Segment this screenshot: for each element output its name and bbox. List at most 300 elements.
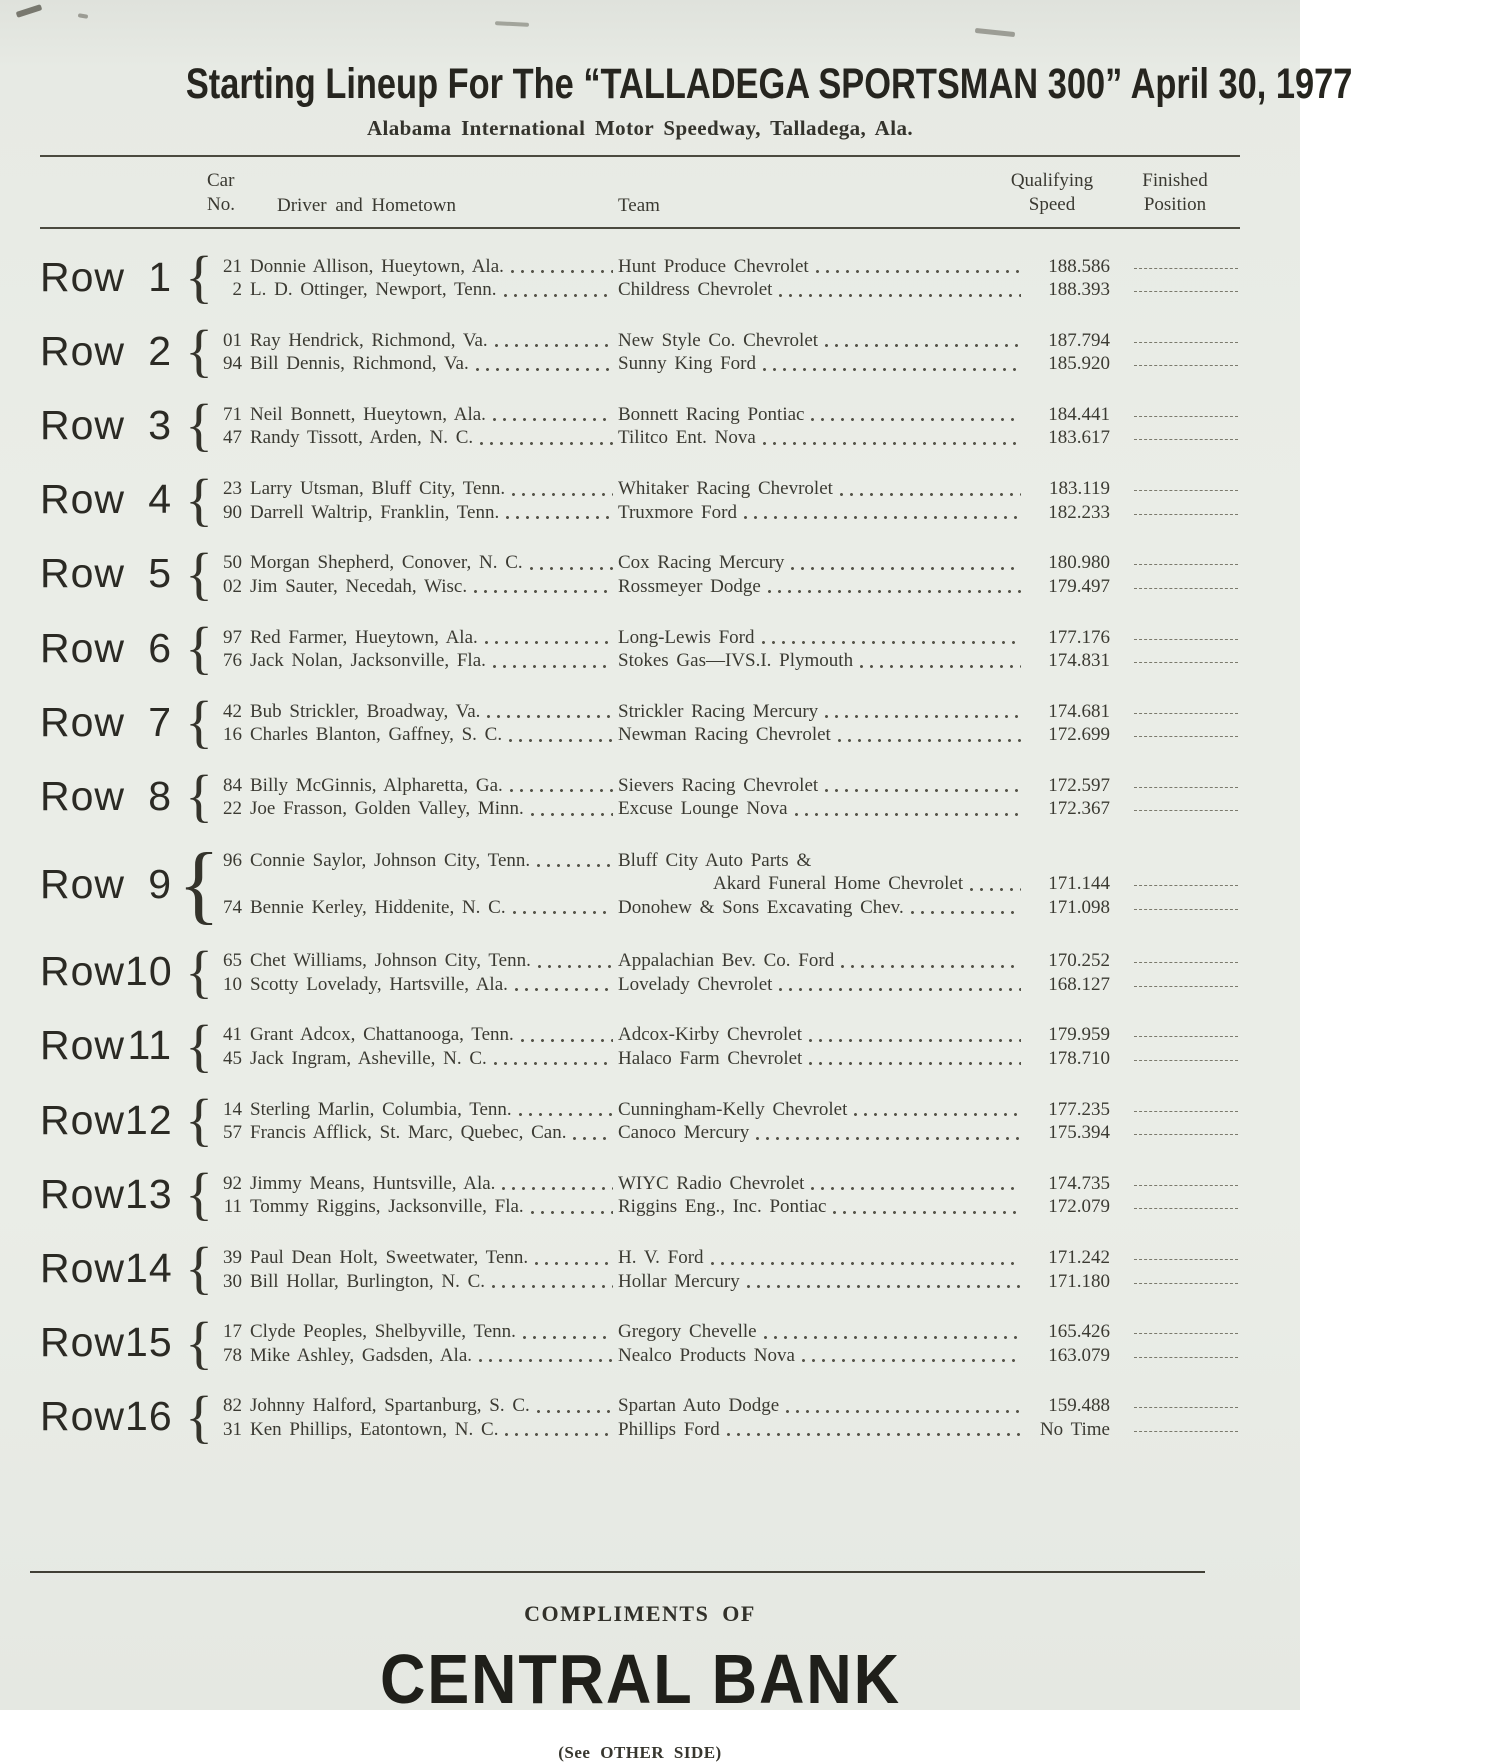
- finished-position-cell: [1110, 1319, 1240, 1337]
- dot-leader: [529, 566, 613, 571]
- row-brace: [184, 399, 214, 451]
- lineup-line: [214, 500, 1240, 524]
- lineup-row-group: [40, 474, 1240, 526]
- driver-cell: [250, 1247, 618, 1269]
- driver-name: Ray Hendrick, Richmond, Va.: [250, 329, 488, 351]
- row-word: Row: [40, 1245, 126, 1292]
- dot-leader: [505, 515, 613, 520]
- lineup-line: [214, 972, 1240, 996]
- driver-name: Bennie Kerley, Hiddenite, N. C.: [250, 896, 506, 918]
- team-cell: [618, 650, 1026, 672]
- starting-lineup-rows: [40, 251, 1240, 1443]
- lineup-line: [214, 648, 1240, 672]
- driver-cell: [250, 775, 618, 797]
- dot-leader: [572, 1136, 613, 1141]
- lineup-row-group: [40, 946, 1240, 998]
- car-number: 41: [223, 1024, 242, 1046]
- lineup-line: [214, 476, 1240, 500]
- qualifying-speed: 174.735: [1048, 1172, 1110, 1194]
- row-label: [40, 1393, 172, 1440]
- driver-name: Connie Saylor, Johnson City, Tenn.: [250, 849, 531, 871]
- finished-position-cell: [1110, 550, 1240, 568]
- driver-cell: [250, 1024, 618, 1046]
- driver-name: Grant Adcox, Chattanooga, Tenn.: [250, 1024, 514, 1046]
- row-brace: [184, 946, 214, 998]
- lineup-row-group: [40, 1317, 1240, 1369]
- row-lines: [214, 476, 1240, 523]
- dot-leader: [530, 1210, 613, 1215]
- row-word: Row: [40, 1319, 126, 1366]
- car-number: 97: [223, 626, 242, 648]
- driver-name: Tommy Riggins, Jacksonville, Fla.: [250, 1196, 524, 1218]
- dot-leader: [492, 417, 613, 422]
- lineup-line: [214, 1194, 1240, 1218]
- row-label: [40, 699, 172, 746]
- finished-position-blank: [1134, 1120, 1238, 1135]
- lineup-line: [214, 1393, 1240, 1417]
- qualifying-speed: 168.127: [1048, 973, 1110, 995]
- team-cell: [618, 1419, 1026, 1441]
- row-label: [40, 328, 172, 375]
- team-cell: [618, 1345, 1026, 1367]
- row-number: 13: [125, 1170, 173, 1217]
- team-cell: [618, 330, 1026, 352]
- compliments-text: COMPLIMENTS OF: [524, 1601, 756, 1626]
- lineup-row-group: [40, 770, 1240, 822]
- car-number: 31: [223, 1418, 242, 1440]
- finished-position-cell: [1110, 277, 1240, 295]
- team-name: Hollar Mercury: [618, 1270, 740, 1292]
- finished-position-cell: [1110, 625, 1240, 643]
- finished-position-blank: [1134, 1097, 1238, 1112]
- finished-position-cell: [1110, 1120, 1240, 1138]
- lineup-row-group: [40, 548, 1240, 600]
- lineup-line: [214, 574, 1240, 598]
- row-number: 4: [148, 476, 172, 523]
- row-word: Row: [40, 327, 126, 374]
- finished-position-cell: [1110, 948, 1240, 966]
- team-cell: [618, 1271, 1026, 1293]
- car-number: 02: [223, 575, 242, 597]
- lineup-row-group: [40, 622, 1240, 674]
- dot-leader: [520, 1038, 613, 1043]
- lineup-line: [214, 1120, 1240, 1144]
- driver-cell: [250, 1099, 618, 1121]
- finished-position-blank: [1134, 1319, 1238, 1334]
- lineup-line: [214, 699, 1240, 723]
- finished-position-blank: [1134, 972, 1238, 987]
- dot-leader: [778, 293, 1021, 298]
- qualifying-speed: 187.794: [1048, 329, 1110, 351]
- driver-cell: [250, 404, 618, 426]
- lineup-line: [214, 277, 1240, 301]
- team-cell: [618, 775, 1026, 797]
- qualifying-speed: 188.586: [1048, 255, 1110, 277]
- dot-leader: [810, 417, 1021, 422]
- lineup-line: [214, 722, 1240, 746]
- finished-position-blank: [1134, 948, 1238, 963]
- dot-leader: [501, 1186, 613, 1191]
- qualifying-speed: 175.394: [1048, 1122, 1110, 1144]
- driver-cell: [250, 1395, 618, 1417]
- qualifying-speed: 165.426: [1048, 1321, 1110, 1343]
- car-number: 10: [223, 973, 242, 995]
- qualifying-speed: 163.079: [1048, 1344, 1110, 1366]
- qualifying-speed: 170.252: [1048, 950, 1110, 972]
- lineup-line: [214, 773, 1240, 797]
- driver-cell: [250, 850, 618, 872]
- driver-name: Ken Phillips, Eatontown, N. C.: [250, 1418, 499, 1440]
- row-number: 16: [125, 1393, 173, 1440]
- driver-cell: [250, 330, 618, 352]
- qualifying-speed: 171.144: [1048, 873, 1110, 895]
- finished-position-blank: [1134, 1046, 1238, 1061]
- lineup-line: [214, 1046, 1240, 1070]
- row-label: [40, 948, 172, 995]
- row-lines: [214, 773, 1240, 820]
- driver-name: Larry Utsman, Bluff City, Tenn.: [250, 478, 506, 500]
- row-label: [40, 550, 172, 597]
- row-brace: [184, 696, 214, 748]
- dot-leader: [492, 664, 613, 669]
- lineup-line: [214, 425, 1240, 449]
- row-lines: [214, 948, 1240, 995]
- qualifying-speed: 177.235: [1048, 1098, 1110, 1120]
- driver-name: Billy McGinnis, Alpharetta, Ga.: [250, 774, 503, 796]
- team-name: Halaco Farm Chevrolet: [618, 1047, 803, 1069]
- column-header-team: Team: [618, 195, 660, 216]
- row-word: Row: [40, 860, 126, 907]
- finished-position-cell: [1110, 972, 1240, 990]
- team-cell: [618, 950, 1026, 972]
- lineup-line-continued: [214, 871, 1240, 895]
- car-number: 90: [223, 501, 242, 523]
- finished-position-cell: [1110, 254, 1240, 272]
- finished-position-blank: [1134, 871, 1238, 886]
- lineup-line: [214, 948, 1240, 972]
- car-number: 01: [223, 329, 242, 351]
- row-brace: [184, 325, 214, 377]
- driver-name: Paul Dean Holt, Sweetwater, Tenn.: [250, 1247, 529, 1269]
- dot-leader: [536, 1409, 613, 1414]
- row-lines: [214, 1245, 1240, 1292]
- team-name: Childress Chevrolet: [618, 279, 773, 301]
- lineup-line: [214, 1245, 1240, 1269]
- car-number: 76: [223, 650, 242, 672]
- dot-leader: [743, 515, 1021, 520]
- driver-cell: [250, 279, 618, 301]
- team-name: Spartan Auto Dodge: [618, 1395, 780, 1417]
- car-number: 74: [223, 896, 242, 918]
- finished-position-blank: [1134, 351, 1238, 366]
- finished-position-blank: [1134, 476, 1238, 491]
- header-car-line2: No.: [207, 194, 235, 215]
- dot-leader: [859, 664, 1021, 669]
- dot-leader: [910, 910, 1021, 915]
- column-header-car-no: [207, 169, 277, 217]
- qualifying-speed: 159.488: [1048, 1395, 1110, 1417]
- lineup-row-group: [40, 399, 1240, 451]
- finished-position-cell: [1110, 773, 1240, 791]
- driver-name: Randy Tissott, Arden, N. C.: [250, 427, 474, 449]
- driver-cell: [250, 256, 618, 278]
- driver-name: Red Farmer, Hueytown, Ala.: [250, 626, 478, 648]
- header-car-line1: Car: [207, 170, 235, 191]
- driver-name: Chet Williams, Johnson City, Tenn.: [250, 950, 531, 972]
- car-number: 23: [223, 478, 242, 500]
- driver-cell: [250, 950, 618, 972]
- finished-position-cell: [1110, 500, 1240, 518]
- driver-cell: [250, 1321, 618, 1343]
- team-cell: [618, 850, 1240, 872]
- dot-leader: [522, 1335, 613, 1340]
- lineup-line: [214, 254, 1240, 278]
- row-label: [40, 1097, 172, 1144]
- finished-position-cell: [1110, 1417, 1240, 1435]
- lineup-row-group: [40, 1242, 1240, 1294]
- dot-leader: [810, 1186, 1021, 1191]
- team-cell: [618, 627, 1026, 649]
- team-cell: [618, 1048, 1026, 1070]
- row-word: Row: [40, 1096, 126, 1143]
- row-lines: [214, 550, 1240, 597]
- dot-leader: [710, 1261, 1021, 1266]
- row-word: Row: [40, 948, 126, 995]
- driver-name: Bill Dennis, Richmond, Va.: [250, 353, 469, 375]
- dot-leader: [801, 1358, 1021, 1363]
- row-label: [40, 1245, 172, 1292]
- lineup-line: [214, 328, 1240, 352]
- lineup-row-group: [40, 1020, 1240, 1072]
- driver-name: Jim Sauter, Necedah, Wisc.: [250, 575, 468, 597]
- finished-position-blank: [1134, 1269, 1238, 1284]
- dot-leader: [824, 714, 1021, 719]
- row-label: [40, 402, 172, 449]
- dot-leader: [808, 1061, 1021, 1066]
- dot-leader: [484, 640, 613, 645]
- dot-leader: [794, 812, 1021, 817]
- car-number: 42: [223, 700, 242, 722]
- driver-name: Bub Strickler, Broadway, Va.: [250, 700, 481, 722]
- team-name: Long-Lewis Ford: [618, 626, 755, 648]
- car-number: 16: [223, 724, 242, 746]
- car-number: 96: [223, 849, 242, 871]
- qualifying-speed: 174.681: [1048, 700, 1110, 722]
- team-cell: [618, 1173, 1026, 1195]
- driver-cell: [250, 552, 618, 574]
- lineup-line: [214, 850, 1240, 872]
- dot-leader: [504, 1432, 613, 1437]
- row-lines: [214, 625, 1240, 672]
- team-cell: [618, 427, 1026, 449]
- team-cell: [618, 502, 1026, 524]
- team-cell: [618, 897, 1026, 919]
- finished-position-cell: [1110, 1171, 1240, 1189]
- team-name: Newman Racing Chevrolet: [618, 724, 831, 746]
- lineup-line: [214, 895, 1240, 919]
- header-finish-line2: Position: [1143, 194, 1207, 215]
- team-name: Tilitco Ent. Nova: [618, 427, 756, 449]
- dot-leader: [530, 812, 613, 817]
- header-speed-line2: Speed: [1028, 194, 1076, 215]
- car-number: 21: [223, 255, 242, 277]
- team-name: Strickler Racing Mercury: [618, 700, 819, 722]
- see-other-side-note: (See OTHER SIDE): [558, 1743, 722, 1762]
- team-name: WIYC Radio Chevrolet: [618, 1172, 805, 1194]
- team-cell: [618, 1122, 1026, 1144]
- row-brace: [184, 1242, 214, 1294]
- page-title: Starting Lineup For The “TALLADEGA SPORTSMAN 300” April 30, 1977: [185, 60, 1353, 108]
- driver-name: Donnie Allison, Hueytown, Ala.: [250, 255, 504, 277]
- finished-position-cell: [1110, 699, 1240, 717]
- dot-leader: [755, 1136, 1021, 1141]
- car-number: 71: [223, 403, 242, 425]
- row-number: 3: [148, 401, 172, 448]
- team-name: Bonnett Racing Pontiac: [618, 403, 805, 425]
- finished-position-blank: [1134, 796, 1238, 811]
- header-top-rule: [40, 155, 1240, 157]
- row-word: Row: [40, 1170, 126, 1217]
- header-speed-line1: Qualifying: [1010, 170, 1094, 191]
- row-brace: [184, 1391, 214, 1443]
- dot-leader: [761, 640, 1021, 645]
- row-lines: [214, 1393, 1240, 1440]
- row-number: 14: [125, 1245, 173, 1292]
- dot-leader: [778, 987, 1021, 992]
- finished-position-blank: [1134, 722, 1238, 737]
- dot-leader: [514, 987, 613, 992]
- dot-leader: [808, 1038, 1021, 1043]
- lineup-line: [214, 1097, 1240, 1121]
- dot-leader: [509, 788, 613, 793]
- driver-cell: [250, 576, 618, 598]
- driver-name: Jack Ingram, Asheville, N. C.: [250, 1047, 487, 1069]
- dot-leader: [478, 1358, 613, 1363]
- finished-position-cell: [1110, 796, 1240, 814]
- driver-name: Mike Ashley, Gadsden, Ala.: [250, 1344, 473, 1366]
- lineup-line: [214, 625, 1240, 649]
- row-number: 6: [148, 624, 172, 671]
- team-cell: [618, 724, 1026, 746]
- team-name: Appalachian Bev. Co. Ford: [618, 950, 835, 972]
- team-cell: [618, 798, 1026, 820]
- dot-leader: [518, 1112, 613, 1117]
- qualifying-speed: 185.920: [1048, 353, 1110, 375]
- qualifying-speed: 172.367: [1048, 798, 1110, 820]
- finished-position-blank: [1134, 895, 1238, 910]
- row-word: Row: [40, 624, 126, 671]
- row-lines: [214, 1097, 1240, 1144]
- lineup-line: [214, 550, 1240, 574]
- dot-leader: [510, 269, 613, 274]
- lineup-row-group: [40, 845, 1240, 924]
- team-name: Canoco Mercury: [618, 1122, 750, 1144]
- row-number: 8: [148, 772, 172, 819]
- lineup-row-group: [40, 251, 1240, 303]
- finished-position-blank: [1134, 550, 1238, 565]
- row-label: [40, 861, 172, 908]
- finished-position-blank: [1134, 1194, 1238, 1209]
- finished-position-blank: [1134, 773, 1238, 788]
- car-number: 11: [223, 1196, 242, 1218]
- row-brace: [184, 251, 214, 303]
- row-word: Row: [40, 476, 126, 523]
- dot-leader: [824, 788, 1021, 793]
- finished-position-cell: [1110, 351, 1240, 369]
- row-brace: [184, 1020, 214, 1072]
- row-number: 11: [127, 1022, 172, 1069]
- finished-position-blank: [1134, 500, 1238, 515]
- row-number: 2: [148, 327, 172, 374]
- row-number: 9: [148, 860, 172, 907]
- dot-leader: [473, 589, 613, 594]
- car-number: 57: [223, 1122, 242, 1144]
- qualifying-speed: 172.079: [1048, 1196, 1110, 1218]
- qualifying-speed: 180.980: [1048, 552, 1110, 574]
- qualifying-speed: 178.710: [1048, 1047, 1110, 1069]
- dot-leader: [837, 738, 1021, 743]
- driver-cell: [250, 701, 618, 723]
- row-brace: [184, 548, 214, 600]
- driver-cell: [250, 502, 618, 524]
- team-cell: [618, 279, 1026, 301]
- row-word: Row: [40, 772, 126, 819]
- car-number: 50: [223, 552, 242, 574]
- car-number: 94: [223, 353, 242, 375]
- team-cell: [618, 353, 1026, 375]
- header-bottom-rule: [40, 227, 1240, 229]
- finished-position-cell: [1110, 1022, 1240, 1040]
- lineup-row-group: [40, 696, 1240, 748]
- qualifying-speed: 179.497: [1048, 575, 1110, 597]
- qualifying-speed: No Time: [1039, 1418, 1110, 1440]
- team-cell: [618, 1395, 1026, 1417]
- team-name: Nealco Products Nova: [618, 1344, 795, 1366]
- finished-position-blank: [1134, 699, 1238, 714]
- dot-leader: [512, 910, 613, 915]
- qualifying-speed: 179.959: [1048, 1024, 1110, 1046]
- row-number: 10: [125, 948, 173, 995]
- driver-name: Morgan Shepherd, Conover, N. C.: [250, 552, 523, 574]
- finished-position-blank: [1134, 425, 1238, 440]
- dot-leader: [853, 1112, 1021, 1117]
- row-number: 12: [125, 1096, 173, 1143]
- driver-name: Sterling Marlin, Columbia, Tenn.: [250, 1098, 512, 1120]
- qualifying-speed: 172.597: [1048, 774, 1110, 796]
- dot-leader: [503, 293, 614, 298]
- qualifying-speed: 183.119: [1048, 478, 1110, 500]
- car-number: 84: [223, 774, 242, 796]
- lineup-line: [214, 1171, 1240, 1195]
- team-name: Riggins Eng., Inc. Pontiac: [618, 1196, 827, 1218]
- team-name: Truxmore Ford: [618, 501, 737, 523]
- finished-position-blank: [1134, 625, 1238, 640]
- dot-leader: [536, 863, 613, 868]
- dot-leader: [534, 1261, 613, 1266]
- car-number: 45: [223, 1047, 242, 1069]
- row-number: 1: [148, 253, 172, 300]
- finished-position-cell: [1110, 1245, 1240, 1263]
- finished-position-blank: [1134, 328, 1238, 343]
- finished-position-cell: [1110, 871, 1240, 889]
- dot-leader: [479, 441, 613, 446]
- team-cell: [618, 1099, 1026, 1121]
- row-label: [40, 773, 172, 820]
- driver-cell: [250, 1345, 618, 1367]
- dot-leader: [785, 1409, 1021, 1414]
- column-header-qualifying-speed: [994, 169, 1110, 217]
- qualifying-speed: 171.098: [1048, 896, 1110, 918]
